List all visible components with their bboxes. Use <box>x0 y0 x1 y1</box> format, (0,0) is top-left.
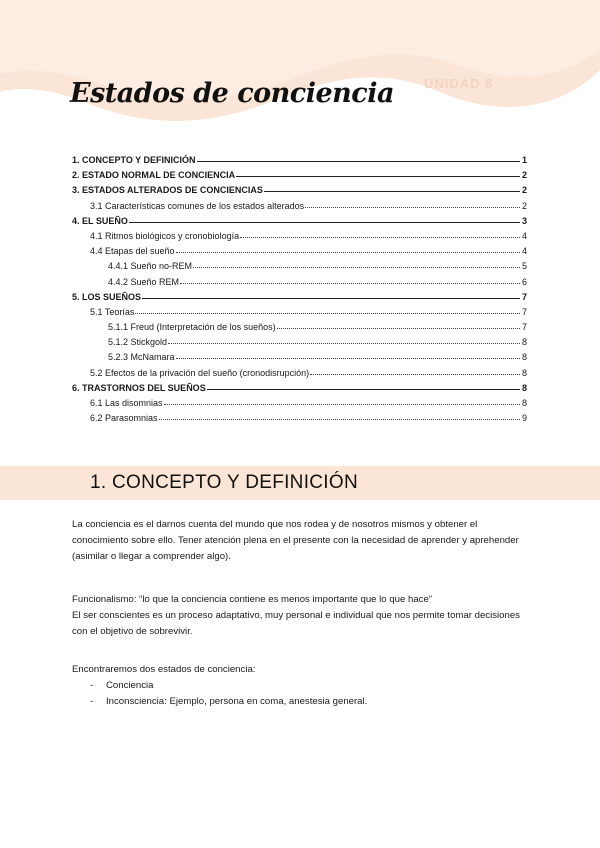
toc-leader <box>310 374 520 375</box>
toc-page-number: 1 <box>521 155 527 165</box>
toc-entry[interactable] <box>72 277 527 292</box>
toc-entry[interactable] <box>72 170 527 185</box>
paragraph: Funcionalismo: “lo que la conciencia contiene es menos importante que lo que hace” <box>72 594 432 605</box>
toc-leader <box>240 237 520 238</box>
toc-entry-label: 3.1 Características comunes de los estados alterados <box>90 200 305 211</box>
toc-page-number: 8 <box>521 398 527 408</box>
toc-entry[interactable] <box>72 185 527 200</box>
toc-entry-label: 4.4.2 Sueño REM <box>108 276 180 287</box>
toc-leader <box>129 222 520 223</box>
toc-page-number: 7 <box>521 322 527 333</box>
toc-leader <box>236 176 520 177</box>
toc-page-number: 7 <box>521 291 527 302</box>
toc-entry-label: 1. CONCEPTO Y DEFINICIÓN <box>72 155 196 165</box>
toc-leader <box>176 358 520 359</box>
toc-entry[interactable] <box>72 155 527 170</box>
toc-entry[interactable] <box>72 337 527 352</box>
header-wave-decoration <box>0 0 600 150</box>
toc-entry[interactable] <box>72 246 527 261</box>
toc-page-number: 8 <box>521 337 527 348</box>
toc-entry-label: 3. ESTADOS ALTERADOS DE CONCIENCIAS <box>72 185 263 196</box>
toc-entry[interactable] <box>72 413 527 428</box>
toc-entry[interactable] <box>72 322 527 337</box>
toc-page-number: 8 <box>521 367 527 378</box>
toc-entry[interactable] <box>72 231 527 246</box>
paragraph: La conciencia es el darnos cuenta del mundo que nos rodea y de nosotros mismos y obtener el conocimiento sobre ello. Tener atención plena en el presente con la necesidad de aprender y aprehender (asimilar o llegar a comprender algo). <box>72 519 519 562</box>
section-content <box>72 517 532 710</box>
toc-leader <box>135 313 520 314</box>
toc-page-number: 9 <box>521 413 527 424</box>
toc-page-number: 2 <box>521 170 527 181</box>
toc-entry-label: 5.1 Teorías <box>90 306 135 317</box>
toc-entry-label: 5.1.1 Freud (Interpretación de los sueños) <box>108 322 276 333</box>
toc-entry[interactable] <box>72 398 527 413</box>
toc-leader <box>142 298 520 299</box>
toc-leader <box>264 191 520 192</box>
toc-entry-label: 6.2 Parasomnias <box>90 413 158 424</box>
toc-leader <box>197 161 520 162</box>
toc-entry-label: 4.1 Ritmos biológicos y cronobiología <box>90 230 240 241</box>
toc-leader <box>180 283 520 284</box>
toc-leader <box>159 419 520 420</box>
toc-entry[interactable] <box>72 216 527 231</box>
unit-label: UNIDAD 6 <box>424 76 494 91</box>
toc-entry[interactable] <box>72 368 527 383</box>
toc-page-number: 5 <box>521 261 527 272</box>
toc-entry-label: 2. ESTADO NORMAL DE CONCIENCIA <box>72 170 236 181</box>
toc-leader <box>164 404 520 405</box>
toc-entry[interactable] <box>72 201 527 216</box>
list-item: - Inconsciencia: Ejemplo, persona en coma, anestesia general. <box>72 694 532 710</box>
list-intro: Encontraremos dos estados de conciencia: <box>72 664 256 675</box>
toc-leader <box>207 389 520 390</box>
toc-entry-label: 6. TRASTORNOS DEL SUEÑOS <box>72 382 206 393</box>
list-item: - Conciencia <box>72 678 532 694</box>
toc-entry-label: 5.2 Efectos de la privación del sueño (cronodisrupción) <box>90 367 310 378</box>
toc-page-number: 3 <box>521 215 527 226</box>
toc-leader <box>168 343 520 344</box>
toc-entry-label: 4.4.1 Sueño no-REM <box>108 261 193 272</box>
toc-entry-label: 6.1 Las disomnias <box>90 398 163 408</box>
toc-leader <box>176 252 520 253</box>
toc-entry-label: 4. EL SUEÑO <box>72 215 128 226</box>
document-title: Estados de conciencia <box>70 78 394 109</box>
toc-leader <box>193 267 520 268</box>
section-heading: 1. CONCEPTO Y DEFINICIÓN <box>90 472 358 493</box>
toc-page-number: 8 <box>521 382 527 393</box>
toc-leader <box>305 207 520 208</box>
toc-entry-label: 4.4 Etapas del sueño <box>90 246 175 257</box>
toc-page-number: 2 <box>521 185 527 196</box>
toc-entry[interactable] <box>72 352 527 367</box>
table-of-contents <box>72 155 527 428</box>
toc-entry-label: 5.1.2 Stickgold <box>108 337 168 348</box>
states-list <box>72 678 532 710</box>
toc-page-number: 7 <box>521 306 527 317</box>
toc-entry[interactable] <box>72 383 527 398</box>
toc-entry[interactable] <box>72 292 527 307</box>
toc-page-number: 4 <box>521 246 527 257</box>
toc-page-number: 4 <box>521 230 527 241</box>
toc-entry[interactable] <box>72 261 527 276</box>
toc-entry-label: 5. LOS SUEÑOS <box>72 291 142 302</box>
toc-page-number: 2 <box>521 200 527 211</box>
paragraph: El ser conscientes es un proceso adaptativo, muy personal e individual que nos permite tomar decisiones con el objetivo de sobrevivir. <box>72 610 520 637</box>
toc-page-number: 6 <box>521 276 527 287</box>
toc-page-number: 8 <box>521 352 527 363</box>
toc-entry-label: 5.2.3 McNamara <box>108 352 175 363</box>
toc-leader <box>277 328 520 329</box>
toc-entry[interactable] <box>72 307 527 322</box>
